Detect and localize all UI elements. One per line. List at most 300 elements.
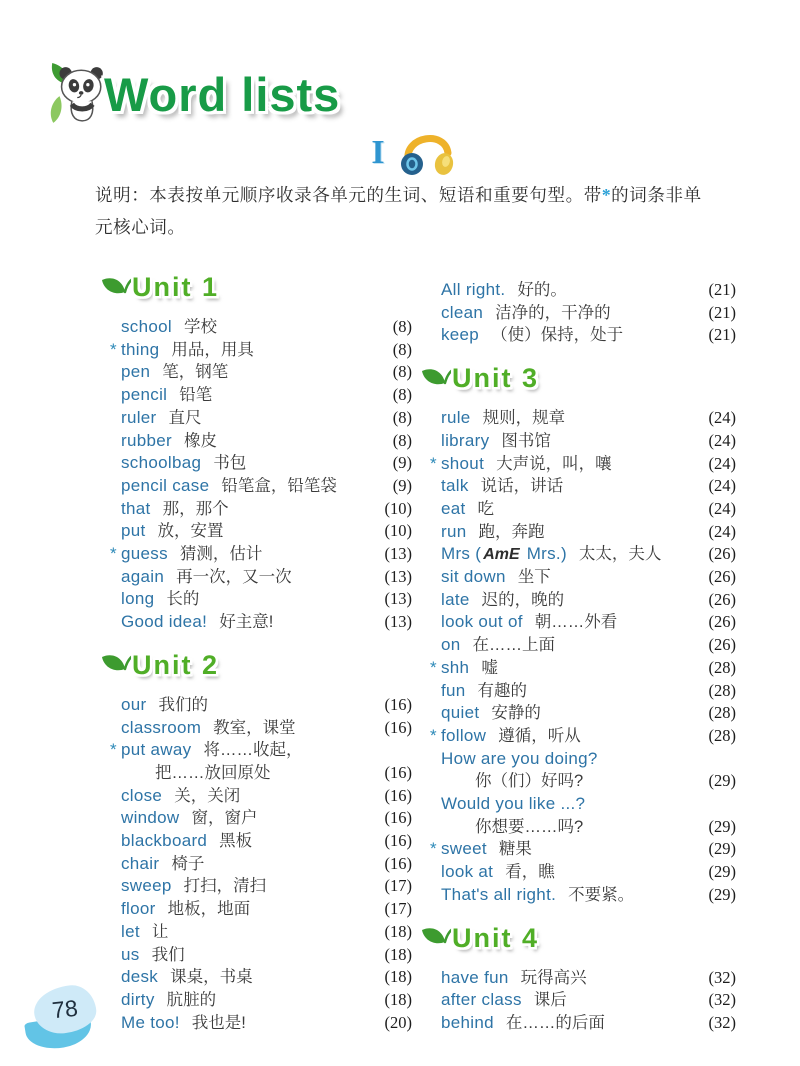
english-word: have fun (441, 967, 509, 987)
english-word: schoolbag (121, 453, 202, 473)
unit-header-unit-4 (420, 923, 736, 954)
english-word: school (121, 317, 172, 336)
entry-text (121, 853, 377, 876)
english-word: follow (441, 725, 487, 745)
word-entry (110, 807, 412, 830)
page-title: Word lists (104, 67, 341, 121)
entry-text (121, 611, 377, 634)
entry-text (121, 430, 385, 453)
word-entry (430, 302, 736, 325)
section-audio-row (14, 128, 800, 178)
chinese-meaning: 长的 (166, 590, 200, 609)
english-word: shout (441, 453, 485, 473)
page-ref: (26) (708, 612, 736, 632)
english-word: put away (121, 740, 192, 760)
entry-text (121, 361, 385, 384)
entry-text (121, 588, 377, 611)
word-entry (110, 475, 412, 498)
page-ref: (24) (708, 408, 736, 428)
entry-text (441, 770, 701, 793)
entry-text (441, 611, 701, 634)
word-entry (110, 339, 412, 362)
entry-text (441, 430, 701, 453)
word-entry (110, 611, 412, 634)
page-ref: (8) (392, 430, 412, 450)
entry-text (121, 543, 377, 566)
page-ref: (16) (384, 853, 412, 873)
english-word: fun (441, 680, 466, 700)
english-word: eat (441, 498, 466, 518)
chinese-meaning: 在……的后面 (505, 1013, 605, 1032)
chinese-meaning: 我也是! (191, 1013, 246, 1032)
unit-header-unit-1 (100, 272, 412, 303)
word-list (110, 694, 412, 1035)
entry-text (121, 339, 385, 362)
page-ref: (18) (384, 944, 412, 964)
unit-label: Unit 2 (132, 649, 220, 680)
english-word: behind (441, 1012, 494, 1032)
page-ref: (8) (392, 407, 412, 427)
english-word: Me too! (121, 1012, 180, 1032)
word-entry (110, 1012, 412, 1035)
word-list (430, 967, 736, 1035)
page-ref: (24) (708, 453, 736, 473)
word-entry (110, 407, 412, 430)
english-word: classroom (121, 717, 202, 737)
entry-text (121, 762, 377, 785)
leaf-icon (100, 650, 136, 680)
entry-text (441, 543, 701, 566)
word-entry (110, 520, 412, 543)
word-entry (110, 694, 412, 717)
entry-text (441, 748, 728, 771)
chinese-meaning: 窗，窗户 (191, 809, 258, 828)
entry-text (441, 793, 728, 816)
english-word: rule (441, 408, 471, 428)
page-ref: (26) (708, 635, 736, 655)
english-word: window (121, 808, 180, 828)
chinese-meaning: 遵循，听从 (498, 726, 581, 745)
english-word: close (121, 785, 163, 805)
word-list (110, 316, 412, 634)
entry-text (121, 316, 385, 339)
entry-text (121, 944, 377, 967)
english-word: sit down (441, 567, 506, 587)
page-ref: (17) (384, 899, 412, 919)
english-word: pen (121, 362, 151, 382)
note-text (95, 179, 717, 243)
chinese-meaning: 坐下 (517, 568, 551, 587)
chinese-meaning: 规则，规章 (482, 409, 566, 428)
chinese-meaning: 将……收起， (203, 741, 303, 760)
page-ref: (18) (384, 967, 412, 987)
chinese-meaning: 我们 (151, 945, 185, 964)
page-ref: (29) (708, 884, 736, 904)
entry-text (121, 566, 377, 589)
english-word: quiet (441, 703, 480, 723)
word-entry (430, 770, 736, 793)
chinese-meaning: 书包 (213, 454, 247, 473)
entry-text (121, 739, 404, 762)
word-entry (110, 566, 412, 589)
word-entry (430, 793, 736, 816)
word-entry (430, 589, 736, 612)
chinese-meaning: 图书馆 (501, 431, 551, 450)
word-entry (430, 611, 736, 634)
leaf-icon (420, 364, 456, 394)
non-core-star: * (430, 839, 437, 859)
word-entry (110, 762, 412, 785)
entry-text (441, 498, 701, 521)
page-ref: (28) (708, 725, 736, 745)
entry-text (441, 967, 701, 990)
word-entry (110, 452, 412, 475)
entry-text (121, 898, 377, 921)
word-entry (430, 748, 736, 771)
chinese-meaning: 铅笔 (179, 386, 213, 405)
english-word: shh (441, 657, 470, 677)
english-word: pencil (121, 385, 168, 405)
chinese-meaning: 打扫，清扫 (183, 877, 267, 896)
page-ref: (24) (708, 521, 736, 541)
entry-text (121, 694, 377, 717)
page-ref: (16) (384, 785, 412, 805)
page-ref: (32) (708, 967, 736, 987)
chinese-meaning: 橡皮 (183, 431, 217, 450)
english-word: How are you doing? (441, 748, 598, 768)
word-entry (430, 453, 736, 476)
entry-text (441, 475, 701, 498)
page-ref: (16) (384, 717, 412, 737)
chinese-meaning: 说话，讲话 (480, 477, 564, 496)
ame-variant-tag: AmE (483, 546, 520, 564)
non-core-star: * (110, 740, 117, 760)
entry-text (121, 921, 377, 944)
unit-label: Unit 3 (452, 363, 540, 394)
entry-text (441, 884, 701, 907)
entry-text (121, 407, 385, 430)
page-ref: (29) (708, 816, 736, 836)
chinese-meaning: 学校 (183, 318, 217, 336)
page-ref: (13) (384, 544, 412, 564)
word-entry (430, 967, 736, 990)
page-ref: (10) (384, 521, 412, 541)
entry-text (121, 966, 377, 989)
chinese-meaning: 你想要……吗? (475, 817, 584, 836)
word-entry (110, 989, 412, 1012)
word-entry (430, 498, 736, 521)
page-ref: (13) (384, 612, 412, 632)
english-word: look out of (441, 612, 523, 632)
word-entry (110, 898, 412, 921)
entry-text (441, 407, 701, 430)
non-core-star: * (110, 544, 117, 564)
chinese-meaning: 洁净的，干净的 (495, 303, 611, 322)
page-ref: (20) (384, 1012, 412, 1032)
non-core-star: * (430, 657, 437, 677)
entry-text (121, 520, 377, 543)
entry-text (121, 498, 377, 521)
english-word: ruler (121, 407, 157, 427)
entry-text (121, 452, 385, 475)
entry-text (441, 589, 701, 612)
word-entry (110, 966, 412, 989)
chinese-meaning: 朝……外看 (534, 613, 618, 632)
entry-text (441, 657, 701, 680)
page-number-badge (26, 986, 106, 1056)
page-ref: (26) (708, 589, 736, 609)
chinese-meaning: 用品，用具 (171, 340, 254, 359)
entry-text (441, 816, 701, 839)
word-list (430, 279, 736, 347)
entry-text (121, 989, 377, 1012)
non-core-star: * (430, 725, 437, 745)
headphones-icon[interactable] (399, 128, 457, 178)
word-entry (430, 543, 736, 566)
entry-text (441, 702, 701, 725)
page-ref: (26) (708, 544, 736, 564)
chinese-meaning: 课桌，书桌 (170, 968, 253, 987)
chinese-meaning: 那，那个 (162, 499, 229, 518)
english-word: us (121, 944, 140, 964)
word-entry (430, 989, 736, 1012)
entry-text (441, 566, 701, 589)
english-word: run (441, 521, 467, 541)
english-word: Good idea! (121, 612, 208, 632)
chinese-meaning: 放，安置 (157, 522, 224, 541)
entry-text (121, 830, 377, 853)
english-word: sweet (441, 839, 487, 859)
word-list (430, 407, 736, 906)
entry-text (441, 324, 701, 347)
chinese-meaning: 地板，地面 (167, 900, 251, 919)
chinese-meaning: 好主意! (219, 613, 274, 632)
entry-text (441, 989, 701, 1012)
entry-text (441, 521, 701, 544)
word-entry (430, 816, 736, 839)
page-ref: (32) (708, 990, 736, 1010)
english-word: long (121, 589, 155, 609)
page-ref: (28) (708, 680, 736, 700)
page-ref: (21) (708, 280, 736, 299)
english-word: guess (121, 544, 168, 564)
english-word: late (441, 589, 470, 609)
word-entry (430, 725, 736, 748)
english-word: sweep (121, 876, 172, 896)
page-ref: (32) (708, 1012, 736, 1032)
english-word: All right. (441, 280, 506, 299)
chinese-meaning: 课后 (533, 991, 567, 1010)
word-entry (430, 475, 736, 498)
chinese-meaning: 笔，钢笔 (162, 363, 229, 382)
english-word: talk (441, 476, 469, 496)
chinese-meaning: 嘘 (481, 658, 498, 677)
word-entry (110, 921, 412, 944)
leaf-icon (420, 923, 456, 953)
page-ref: (9) (392, 453, 412, 473)
chinese-meaning: （使）保持，处于 (491, 326, 624, 345)
entry-text (121, 717, 377, 740)
page-header (46, 62, 340, 126)
word-entry (110, 830, 412, 853)
chinese-meaning: 糖果 (498, 840, 532, 859)
page-ref: (8) (392, 362, 412, 382)
word-entry (430, 430, 736, 453)
word-entry (430, 861, 736, 884)
word-entry (430, 324, 736, 347)
non-core-star: * (430, 453, 437, 473)
page-ref: (29) (708, 839, 736, 859)
unit-label: Unit 4 (452, 922, 540, 953)
page-ref: (16) (384, 831, 412, 851)
unit-header-unit-2 (100, 650, 412, 681)
non-core-star: * (110, 339, 117, 359)
entry-text (441, 302, 701, 325)
entry-text (441, 725, 701, 748)
page-ref: (18) (384, 921, 412, 941)
entry-text (441, 453, 701, 476)
english-word: clean (441, 302, 484, 322)
word-entry (110, 430, 412, 453)
word-entry (110, 785, 412, 808)
english-word: chair (121, 853, 160, 873)
word-entry (110, 384, 412, 407)
word-entry (430, 634, 736, 657)
chinese-meaning: 看，瞧 (505, 863, 555, 882)
english-word: after class (441, 990, 522, 1010)
chinese-meaning: 安静的 (491, 704, 541, 723)
page-ref: (16) (384, 762, 412, 782)
chinese-meaning: 好的。 (517, 281, 567, 299)
page-ref: (26) (708, 567, 736, 587)
page-ref: (24) (708, 498, 736, 518)
chinese-meaning: 迟的，晚的 (481, 590, 565, 609)
chinese-meaning: 把……放回原处 (155, 763, 271, 782)
chinese-meaning: 跑，奔跑 (478, 522, 545, 541)
entry-text (121, 785, 377, 808)
entry-text (441, 680, 701, 703)
word-entry (430, 279, 736, 302)
page-ref: (21) (708, 325, 736, 345)
unit-header-unit-3 (420, 363, 736, 394)
word-entry (110, 717, 412, 740)
page-ref: (8) (392, 339, 412, 359)
page-ref: (16) (384, 694, 412, 714)
word-entry (110, 498, 412, 521)
english-word: Mrs ( (441, 544, 482, 564)
english-word: dirty (121, 989, 155, 1009)
english-word: thing (121, 339, 160, 359)
page-ref: (16) (384, 808, 412, 828)
word-list-column-right (430, 272, 736, 1035)
word-list-column-left (110, 272, 412, 1034)
english-word-cont: Mrs.) (521, 544, 567, 564)
leaf-icon (100, 273, 136, 303)
chinese-meaning: 在……上面 (472, 636, 556, 655)
english-word: again (121, 566, 165, 586)
english-word: That's all right. (441, 884, 557, 904)
word-entry (110, 739, 412, 762)
entry-text (441, 838, 701, 861)
entry-text (441, 279, 701, 302)
english-word: our (121, 694, 147, 714)
chinese-meaning: 不要紧。 (568, 885, 635, 904)
english-word: desk (121, 967, 159, 987)
entry-text (121, 1012, 377, 1035)
english-word: rubber (121, 430, 172, 450)
note-before: 说明：本表按单元顺序收录各单元的生词、短语和重要句型。带 (95, 185, 602, 205)
word-entry (110, 853, 412, 876)
chinese-meaning: 有趣的 (477, 681, 528, 700)
word-entry (430, 407, 736, 430)
entry-text (121, 384, 385, 407)
english-word: library (441, 430, 490, 450)
chinese-meaning: 你（们）好吗? (475, 772, 584, 791)
english-word: pencil case (121, 475, 210, 495)
word-entry (430, 657, 736, 680)
english-word: that (121, 498, 151, 518)
page-number: 78 (50, 994, 80, 1024)
page-ref: (8) (392, 317, 412, 336)
page-ref: (10) (384, 498, 412, 518)
chinese-meaning: 大声说，叫，嚷 (496, 454, 612, 473)
page-ref: (13) (384, 589, 412, 609)
page-ref: (18) (384, 989, 412, 1009)
english-word: blackboard (121, 831, 208, 851)
word-entry (110, 588, 412, 611)
word-entry (430, 680, 736, 703)
word-entry (430, 838, 736, 861)
page-ref: (28) (708, 703, 736, 723)
chinese-meaning: 教室，课堂 (213, 718, 296, 737)
word-entry (110, 543, 412, 566)
panda-bamboo-icon (46, 62, 106, 126)
word-entry (110, 875, 412, 898)
page-ref: (13) (384, 566, 412, 586)
page-ref: (24) (708, 476, 736, 496)
section-numeral: I (371, 134, 385, 171)
page-ref: (17) (384, 876, 412, 896)
word-entry (430, 702, 736, 725)
word-entry (110, 361, 412, 384)
note-star-mark: * (601, 185, 612, 205)
page-ref: (8) (392, 385, 412, 405)
english-word: let (121, 921, 140, 941)
chinese-meaning: 让 (151, 922, 169, 941)
chinese-meaning: 猜测，估计 (179, 545, 263, 564)
chinese-meaning: 铅笔盒，铅笔袋 (221, 476, 337, 495)
chinese-meaning: 再一次，又一次 (176, 567, 292, 586)
chinese-meaning: 我们的 (158, 695, 208, 714)
entry-text (121, 875, 377, 898)
word-entry (110, 316, 412, 339)
page-ref: (29) (708, 862, 736, 882)
chinese-meaning: 椅子 (171, 854, 205, 873)
entry-text (441, 861, 701, 884)
word-entry (430, 566, 736, 589)
page-ref: (29) (708, 771, 736, 791)
note-after: 的词条非单元核心词。 (95, 185, 702, 237)
word-entry (430, 884, 736, 907)
english-word: keep (441, 325, 480, 345)
page-ref: (9) (392, 475, 412, 495)
page-ref: (24) (708, 430, 736, 450)
chinese-meaning: 肮脏的 (166, 990, 217, 1009)
english-word: put (121, 521, 146, 541)
english-word: on (441, 635, 461, 655)
word-entry (110, 944, 412, 967)
entry-text (121, 475, 385, 498)
